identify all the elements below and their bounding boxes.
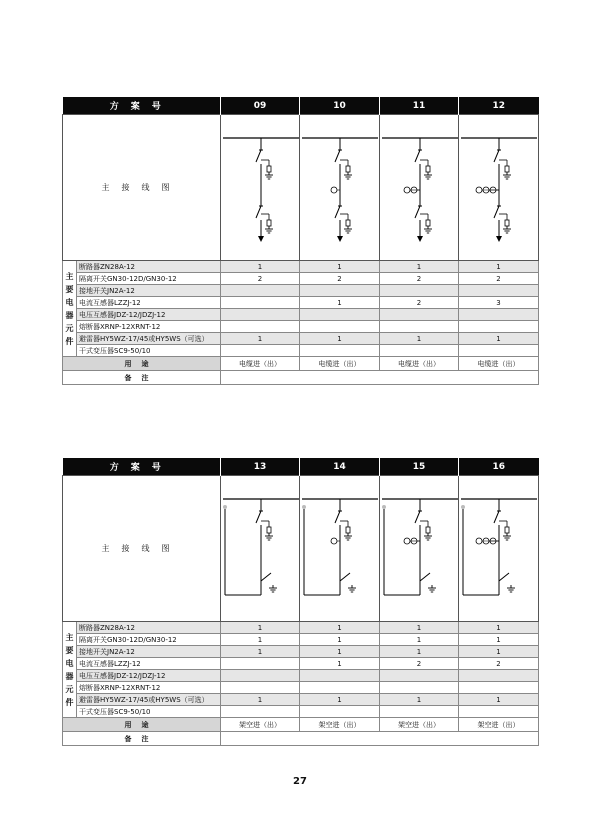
component-row — [63, 682, 539, 694]
component-group-label — [63, 622, 77, 718]
component-quantity: 1 — [221, 646, 300, 658]
single-line-diagram — [300, 489, 380, 609]
component-name: 断路器ZN28A-12 — [77, 622, 221, 634]
use-value: 架空进（出） — [459, 718, 539, 732]
group-label-char: 主 — [65, 271, 74, 281]
component-quantity: 1 — [221, 333, 300, 345]
group-label-char: 元 — [65, 323, 74, 333]
scheme-number: 12 — [459, 97, 539, 115]
scheme-number: 15 — [380, 458, 459, 476]
component-quantity: 1 — [221, 634, 300, 646]
component-quantity: 1 — [300, 646, 380, 658]
component-quantity: 1 — [300, 261, 380, 273]
component-quantity: 1 — [459, 622, 539, 634]
component-quantity — [380, 706, 459, 718]
component-quantity — [221, 682, 300, 694]
wiring-diagram — [300, 115, 380, 261]
component-name: 电流互感器LZZJ-12 — [77, 297, 221, 309]
component-row — [63, 646, 539, 658]
component-name: 断路器ZN28A-12 — [77, 261, 221, 273]
component-quantity: 2 — [380, 297, 459, 309]
wiring-diagram — [300, 476, 380, 622]
wiring-diagram — [380, 476, 459, 622]
component-quantity — [221, 297, 300, 309]
group-label-char: 电 — [65, 658, 74, 668]
component-row — [63, 333, 539, 345]
component-quantity — [380, 285, 459, 297]
note-label: 备注 — [63, 732, 221, 746]
note-value — [221, 371, 539, 385]
use-label: 用途 — [63, 357, 221, 371]
component-row — [63, 694, 539, 706]
note-value — [221, 732, 539, 746]
use-value: 电缆进（出） — [459, 357, 539, 371]
component-name: 接地开关JN2A-12 — [77, 646, 221, 658]
scheme-table — [62, 97, 539, 385]
scheme-number: 09 — [221, 97, 300, 115]
component-quantity — [221, 321, 300, 333]
component-row — [63, 706, 539, 718]
wiring-diagram — [221, 115, 300, 261]
component-quantity: 1 — [221, 694, 300, 706]
component-name: 隔离开关GN30-12D/GN30-12 — [77, 273, 221, 285]
component-quantity — [459, 706, 539, 718]
group-label-char: 要 — [65, 645, 74, 655]
component-quantity: 1 — [380, 634, 459, 646]
component-quantity — [221, 706, 300, 718]
component-name: 电压互感器JDZ-12/JDZJ-12 — [77, 309, 221, 321]
component-row — [63, 345, 539, 357]
scheme-table — [62, 458, 539, 746]
use-value: 架空进（出） — [221, 718, 300, 732]
component-quantity: 1 — [300, 634, 380, 646]
component-quantity — [380, 682, 459, 694]
component-name: 干式变压器SC9-50/10 — [77, 706, 221, 718]
component-name: 电流互感器LZZJ-12 — [77, 658, 221, 670]
component-row — [63, 634, 539, 646]
component-quantity — [221, 345, 300, 357]
component-quantity — [380, 345, 459, 357]
note-label: 备注 — [63, 371, 221, 385]
component-name: 干式变压器SC9-50/10 — [77, 345, 221, 357]
component-quantity: 1 — [380, 646, 459, 658]
scheme-number: 16 — [459, 458, 539, 476]
component-name: 避雷器HY5WZ-17/45或HY5WS（可选） — [77, 333, 221, 345]
group-label-char: 件 — [65, 697, 74, 707]
component-quantity — [221, 658, 300, 670]
single-line-diagram — [300, 128, 380, 248]
component-quantity — [300, 345, 380, 357]
use-value: 电缆进（出） — [221, 357, 300, 371]
scheme-header-label: 方案号 — [63, 97, 221, 115]
scheme-number: 13 — [221, 458, 300, 476]
component-quantity: 1 — [300, 297, 380, 309]
component-quantity: 1 — [221, 261, 300, 273]
component-row — [63, 261, 539, 273]
component-quantity — [380, 321, 459, 333]
component-quantity — [459, 309, 539, 321]
single-line-diagram — [459, 128, 539, 248]
component-quantity — [221, 670, 300, 682]
component-quantity: 1 — [300, 333, 380, 345]
group-label-char: 元 — [65, 684, 74, 694]
component-quantity: 3 — [459, 297, 539, 309]
group-label-char: 电 — [65, 297, 74, 307]
group-label-char: 主 — [65, 632, 74, 642]
component-name: 电压互感器JDZ-12/JDZJ-12 — [77, 670, 221, 682]
component-quantity: 1 — [459, 694, 539, 706]
group-label-char: 要 — [65, 284, 74, 294]
component-quantity — [221, 309, 300, 321]
component-name: 熔断器XRNP-12XRNT-12 — [77, 682, 221, 694]
use-value: 架空进（出） — [380, 718, 459, 732]
use-value: 电缆进（出） — [380, 357, 459, 371]
component-quantity — [300, 309, 380, 321]
component-quantity: 2 — [380, 273, 459, 285]
component-quantity: 1 — [300, 622, 380, 634]
component-group-label — [63, 261, 77, 357]
scheme-number: 10 — [300, 97, 380, 115]
component-quantity: 1 — [459, 634, 539, 646]
wiring-diagram — [380, 115, 459, 261]
diagram-label: 主接线图 — [63, 476, 221, 622]
component-quantity — [300, 706, 380, 718]
diagram-label: 主接线图 — [63, 115, 221, 261]
component-row — [63, 273, 539, 285]
component-name: 熔断器XRNP-12XRNT-12 — [77, 321, 221, 333]
wiring-diagram — [459, 476, 539, 622]
group-label-char: 器 — [65, 310, 74, 320]
component-quantity — [459, 345, 539, 357]
component-quantity — [459, 682, 539, 694]
component-row — [63, 285, 539, 297]
component-quantity — [459, 321, 539, 333]
component-quantity: 1 — [380, 333, 459, 345]
group-label-char: 器 — [65, 671, 74, 681]
component-quantity — [300, 321, 380, 333]
component-row — [63, 297, 539, 309]
component-quantity — [459, 285, 539, 297]
use-label: 用途 — [63, 718, 221, 732]
component-quantity: 1 — [380, 261, 459, 273]
component-quantity: 1 — [221, 622, 300, 634]
single-line-diagram — [221, 489, 301, 609]
single-line-diagram — [380, 489, 460, 609]
single-line-diagram — [459, 489, 539, 609]
component-quantity — [300, 670, 380, 682]
component-quantity: 1 — [300, 658, 380, 670]
use-value: 架空进（出） — [300, 718, 380, 732]
component-quantity: 2 — [221, 273, 300, 285]
component-quantity: 2 — [459, 273, 539, 285]
component-quantity: 2 — [459, 658, 539, 670]
wiring-diagram — [459, 115, 539, 261]
wiring-diagram — [221, 476, 300, 622]
component-quantity — [221, 285, 300, 297]
component-quantity: 1 — [459, 261, 539, 273]
component-name: 避雷器HY5WZ-17/45或HY5WS（可选） — [77, 694, 221, 706]
component-quantity: 2 — [300, 273, 380, 285]
page-number: 27 — [293, 776, 307, 787]
component-quantity: 1 — [380, 694, 459, 706]
scheme-number: 11 — [380, 97, 459, 115]
component-row — [63, 321, 539, 333]
component-quantity: 1 — [380, 622, 459, 634]
component-row — [63, 670, 539, 682]
component-row — [63, 309, 539, 321]
component-quantity: 1 — [300, 694, 380, 706]
group-label-char: 件 — [65, 336, 74, 346]
scheme-header-label: 方案号 — [63, 458, 221, 476]
component-name: 隔离开关GN30-12D/GN30-12 — [77, 634, 221, 646]
component-quantity — [300, 285, 380, 297]
component-quantity: 1 — [459, 646, 539, 658]
component-quantity: 2 — [380, 658, 459, 670]
component-quantity — [459, 670, 539, 682]
scheme-number: 14 — [300, 458, 380, 476]
component-row — [63, 658, 539, 670]
component-quantity — [300, 682, 380, 694]
use-value: 电缆进（出） — [300, 357, 380, 371]
component-name: 接地开关JN2A-12 — [77, 285, 221, 297]
component-quantity: 1 — [459, 333, 539, 345]
single-line-diagram — [380, 128, 460, 248]
component-row — [63, 622, 539, 634]
component-quantity — [380, 670, 459, 682]
single-line-diagram — [221, 128, 301, 248]
component-quantity — [380, 309, 459, 321]
